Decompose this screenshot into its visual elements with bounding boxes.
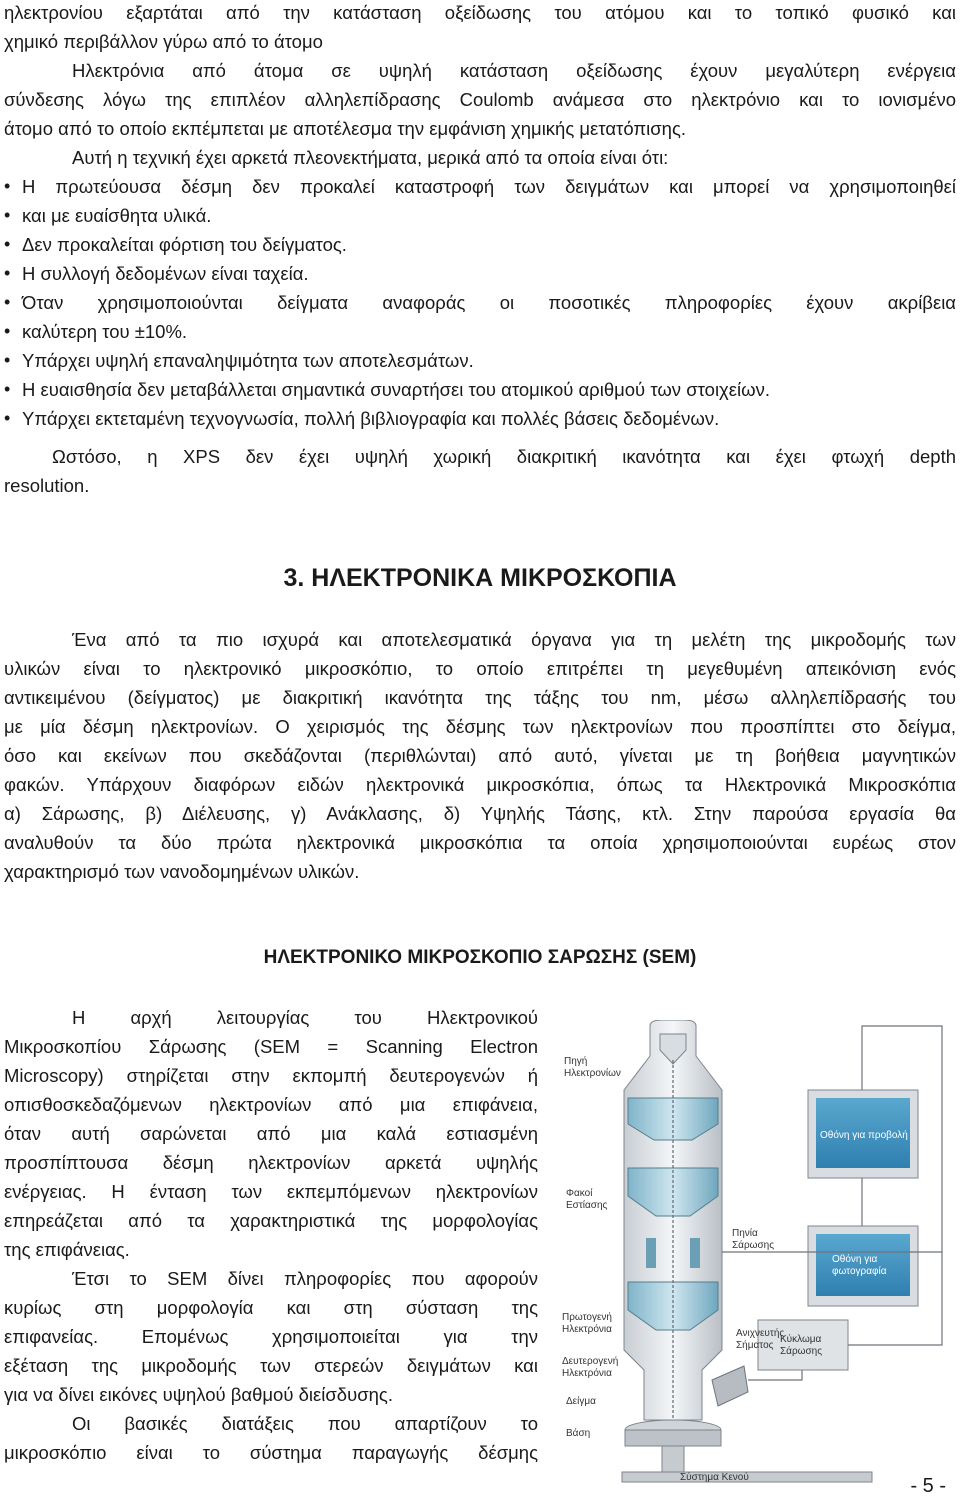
sem-line: Οι βασικές διατάξεις που απαρτίζουν το — [72, 1413, 538, 1434]
sem-line: της επιφάνειας. — [4, 1239, 130, 1260]
label-detector: Σήματος — [736, 1340, 774, 1351]
list-item-text: και με ευαίσθητα υλικά. — [22, 205, 212, 226]
list-item-text: Η συλλογή δεδομένων είναι ταχεία. — [22, 263, 309, 284]
sem-line: μικροσκόπιο είναι το σύστημα παραγωγής δέσμης — [4, 1442, 538, 1463]
section-line: όσο και εκείνων που σκεδάζονται (περιθλώνται) από αυτό, γίνεται με τη βοήθεια μαγνητικών — [4, 745, 956, 766]
intro-paragraph — [4, 0, 956, 172]
photo-screen-face — [816, 1234, 910, 1296]
section-line: με μία δέσμη ηλεκτρονίων. Ο χειρισμός της δέσμης των ηλεκτρονίων που προσπίπτει στο δείγμα, — [4, 716, 956, 737]
sem-line: Μικροσκοπίου Σάρωσης (SEM = Scanning Electron — [4, 1036, 538, 1057]
list-item — [4, 230, 956, 259]
list-item — [4, 259, 956, 288]
label-secondary: Ηλεκτρόνια — [562, 1368, 612, 1379]
sem-line: επηρεάζεται από τα χαρακτηριστικά της μορφολογίας — [4, 1210, 538, 1231]
list-item — [4, 288, 956, 317]
intro-line: ηλεκτρονίου εξαρτάται από την κατάσταση οξείδωσης του ατόμου και το τοπικό φυσικό και — [4, 2, 956, 23]
list-item-text: Υπάρχει υψηλή επαναληψιμότητα των αποτελεσμάτων. — [22, 350, 474, 371]
section-line: αντικειμένου (δείγματος) με διακριτική ικανότητα της τάξης του nm, μέσω αλληλεπίδρασής του — [4, 687, 956, 708]
stage-base — [625, 1430, 721, 1446]
section-title: 3. ΗΛΕΚΤΡΟΝΙΚΑ ΜΙΚΡΟΣΚΟΠΙΑ — [283, 564, 677, 592]
label-scan-coils: Σάρωσης — [732, 1240, 775, 1251]
label-screen-photo: φωτογραφία — [832, 1266, 887, 1277]
list-item-text: Η ευαισθησία δεν μεταβάλλεται σημαντικά συναρτήσει του ατομικού αριθμού των στοιχείων. — [22, 379, 770, 400]
list-item — [4, 346, 956, 375]
wire — [748, 1370, 802, 1380]
list-item — [4, 375, 956, 404]
list-item — [4, 404, 956, 433]
section-line: χαρακτηρισμό των νανοδομημένων υλικών. — [4, 861, 360, 882]
label-screen-photo: Οθόνη για — [832, 1254, 878, 1265]
label-scan-circuit: Σάρωσης — [780, 1346, 823, 1357]
sem-line: Η αρχή λειτουργίας του Ηλεκτρονικού — [72, 1007, 538, 1028]
label-scan-coils: Πηνία — [732, 1228, 758, 1239]
page-number: - 5 - — [910, 1475, 946, 1497]
sem-line: κυρίως στη μορφολογία και στη σύσταση της — [4, 1297, 538, 1318]
section-paragraph — [4, 625, 956, 886]
sem-line: Microscopy) στηρίζεται στην εκπομπή δευτερογενών ή — [4, 1065, 538, 1086]
sem-diagram — [562, 1020, 954, 1484]
intro-line: χημικό περιβάλλον γύρω από το άτομο — [4, 31, 323, 52]
label-vacuum: Σύστημα Κενού — [680, 1472, 749, 1483]
xps-note — [4, 442, 956, 500]
detector — [712, 1366, 748, 1406]
label-lenses: Εστίασης — [566, 1200, 608, 1211]
sem-diagram-svg — [562, 1020, 954, 1484]
sem-line: εξέταση της μικροδομής των στερεών δειγμάτων και — [4, 1355, 538, 1376]
label-scan-circuit: Κύκλωμα — [780, 1334, 822, 1345]
intro-line: Ηλεκτρόνια από άτομα σε υψηλή κατάσταση οξείδωσης έχουν μεγαλύτερη ενέργεια — [72, 60, 956, 81]
sem-line: προσπίπτουσα δέσμη ηλεκτρονίων αρκετά υψηλής — [4, 1152, 538, 1173]
label-lenses: Φακοί — [566, 1188, 593, 1199]
advantages-list — [4, 172, 956, 433]
sem-line: για να δίνει εικόνες υψηλού βαθμού διείσδυσης. — [4, 1384, 393, 1405]
label-primary: Ηλεκτρόνια — [562, 1324, 612, 1335]
sem-line: οπισθοσκεδαζόμενων ηλεκτρονίων από μια επιφάνεια, — [4, 1094, 538, 1115]
sem-line: ενέργειας. Η ένταση των εκπεμπόμενων ηλεκτρονίων — [4, 1181, 538, 1202]
intro-line: σύνδεσης λόγω της επιπλέον αλληλεπίδρασης Coulomb ανάμεσα στο ηλεκτρόνιο και το ιονισμένο — [4, 89, 956, 110]
label-primary: Πρωτογενή — [562, 1312, 612, 1323]
list-item-continuation — [4, 201, 956, 230]
vacuum-pipe — [662, 1446, 684, 1472]
sem-paragraph — [4, 1003, 538, 1467]
list-item-text: Δεν προκαλείται φόρτιση του δείγματος. — [22, 234, 347, 255]
sem-line: όταν αυτή σαρώνεται από μια καλά εστιασμένη — [4, 1123, 538, 1144]
label-screen-projection: Οθόνη για προβολή — [820, 1130, 908, 1141]
label-base: Βάση — [566, 1428, 591, 1439]
section-line: α) Σάρωσης, β) Διέλευσης, γ) Ανάκλασης, δ) Υψηλής Τάσης, κτλ. Στην παρούσα εργασία θα — [4, 803, 956, 824]
sem-line: Έτσι το SEM δίνει πληροφορίες που αφορούν — [72, 1268, 538, 1289]
section-line: αναλυθούν τα δύο πρώτα ηλεκτρονικά μικροσκόπια τα οποία χρησιμοποιούνται ευρέως στον — [4, 832, 956, 853]
label-source: Πηγή — [564, 1056, 588, 1067]
scan-coils-right — [690, 1238, 700, 1268]
xps-note-line: Ωστόσο, η XPS δεν έχει υψηλή χωρική διακριτική ικανότητα και έχει φτωχή depth — [52, 446, 956, 467]
section-line: υλικών είναι το ηλεκτρονικό μικροσκόπιο, το οποίο επιτρέπει τη μεγεθυμένη απεικόνιση ενός — [4, 658, 956, 679]
label-detector: Ανιχνευτής — [736, 1328, 785, 1339]
label-sample: Δείγμα — [566, 1396, 596, 1407]
list-item-text: Όταν χρησιμοποιούνται δείγματα αναφοράς οι ποσοτικές πληροφορίες έχουν ακρίβεια — [22, 292, 956, 313]
list-item-continuation — [4, 317, 956, 346]
label-secondary: Δευτερογενή — [562, 1356, 619, 1367]
list-item-text: Η πρωτεύουσα δέσμη δεν προκαλεί καταστροφή των δειγμάτων και μπορεί να χρησιμοποιηθεί — [22, 176, 956, 197]
section-line: Ένα από τα πιο ισχυρά και αποτελεσματικά όργανα για τη μελέτη της μικροδομής των — [72, 629, 956, 650]
xps-note-line: resolution. — [4, 475, 90, 496]
intro-line: άτομο από το οποίο εκπέμπεται με αποτέλεσμα την εμφάνιση χημικής μετατόπισης. — [4, 118, 687, 139]
list-item — [4, 172, 956, 201]
list-item-text: Υπάρχει εκτεταμένη τεχνογνωσία, πολλή βιβλιογραφία και πολλές βάσεις δεδομένων. — [22, 408, 720, 429]
label-source: Ηλεκτρονίων — [564, 1068, 621, 1079]
sem-line: επιφανείας. Επομένως χρησιμοποιείται για την — [4, 1326, 538, 1347]
section-line: φακών. Υπάρχουν διαφόρων ειδών ηλεκτρονικά μικροσκόπια, όπως τα Ηλεκτρονικά Μικροσκόπια — [4, 774, 956, 795]
list-item-text: καλύτερη του ±10%. — [22, 321, 188, 342]
subsection-title: ΗΛΕΚΤΡΟΝΙΚΟ ΜΙΚΡΟΣΚΟΠΙΟ ΣΑΡΩΣΗΣ (SEM) — [263, 947, 697, 968]
scan-coils-left — [646, 1238, 656, 1268]
intro-line: Αυτή η τεχνική έχει αρκετά πλεονεκτήματα, μερικά από τα οποία είναι ότι: — [72, 147, 669, 168]
